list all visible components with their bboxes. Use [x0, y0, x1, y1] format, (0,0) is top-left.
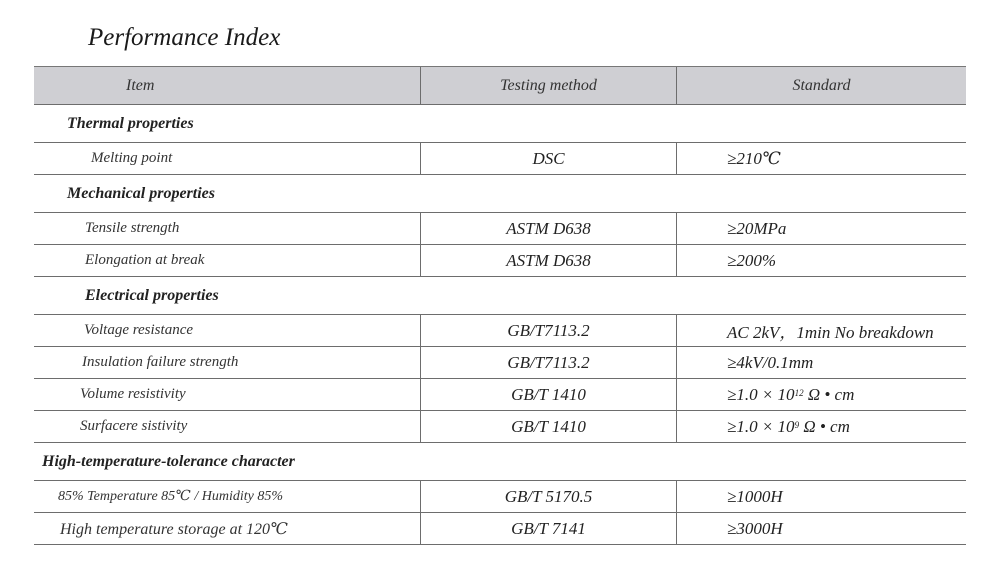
table-row	[34, 245, 966, 277]
row-method: GB/T7113.2	[421, 347, 677, 378]
page-title: Performance Index	[88, 24, 281, 51]
row-method: GB/T 1410	[421, 379, 677, 410]
row-method: ASTM D638	[421, 213, 677, 244]
row-standard: ≥1000H	[727, 486, 783, 506]
table-row	[34, 213, 966, 245]
standard-unit: Ω • cm	[803, 416, 850, 436]
row-method: DSC	[421, 143, 677, 174]
standard-exponent: 9	[794, 419, 800, 430]
row-item: Melting point	[34, 143, 421, 174]
row-method: GB/T 5170.5	[421, 481, 677, 512]
row-standard: ≥200%	[727, 250, 776, 270]
row-standard: AC 2kV，1min No breakdown	[727, 323, 934, 342]
header-standard: Standard	[792, 76, 851, 94]
table-row	[34, 347, 966, 379]
section-thermal: Thermal properties	[34, 105, 966, 143]
row-item: Insulation failure strength	[34, 347, 421, 378]
standard-unit: Ω • cm	[807, 384, 855, 404]
row-item: 85% Temperature 85℃ / Humidity 85%	[34, 481, 421, 512]
row-method: GB/T 7141	[421, 513, 677, 544]
table-row	[34, 411, 966, 443]
table-row	[34, 315, 966, 347]
row-standard: ≥3000H	[727, 518, 783, 538]
row-standard	[677, 379, 966, 410]
header-item: Item	[34, 67, 421, 104]
row-item: Volume resistivity	[34, 379, 421, 410]
row-method: GB/T 1410	[421, 411, 677, 442]
row-standard: ≥20MPa	[727, 218, 787, 238]
standard-base: ≥1.0 × 10	[727, 416, 795, 436]
table-row	[34, 379, 966, 411]
row-item: Elongation at break	[34, 245, 421, 276]
row-item: High temperature storage at 120℃	[34, 513, 421, 544]
row-standard	[677, 411, 966, 442]
row-item: Tensile strength	[34, 213, 421, 244]
section-mechanical: Mechanical properties	[34, 175, 966, 213]
table-row	[34, 481, 966, 513]
table-row	[34, 513, 966, 545]
row-standard: ≥4kV/0.1mm	[727, 352, 814, 372]
header-testing-method: Testing method	[421, 67, 677, 104]
row-item: Voltage resistance	[34, 315, 421, 346]
row-method: ASTM D638	[421, 245, 677, 276]
table-header	[34, 66, 966, 105]
table-row	[34, 143, 966, 175]
standard-base: ≥1.0 × 10	[727, 384, 795, 404]
row-method: GB/T7113.2	[421, 315, 677, 346]
standard-exponent: 12	[794, 387, 804, 398]
section-electrical: Electrical properties	[34, 277, 966, 315]
row-item: Surfacere sistivity	[34, 411, 421, 442]
performance-table	[34, 66, 966, 545]
row-standard: ≥210℃	[727, 148, 781, 168]
section-high-temperature: High-temperature-tolerance character	[34, 443, 966, 481]
